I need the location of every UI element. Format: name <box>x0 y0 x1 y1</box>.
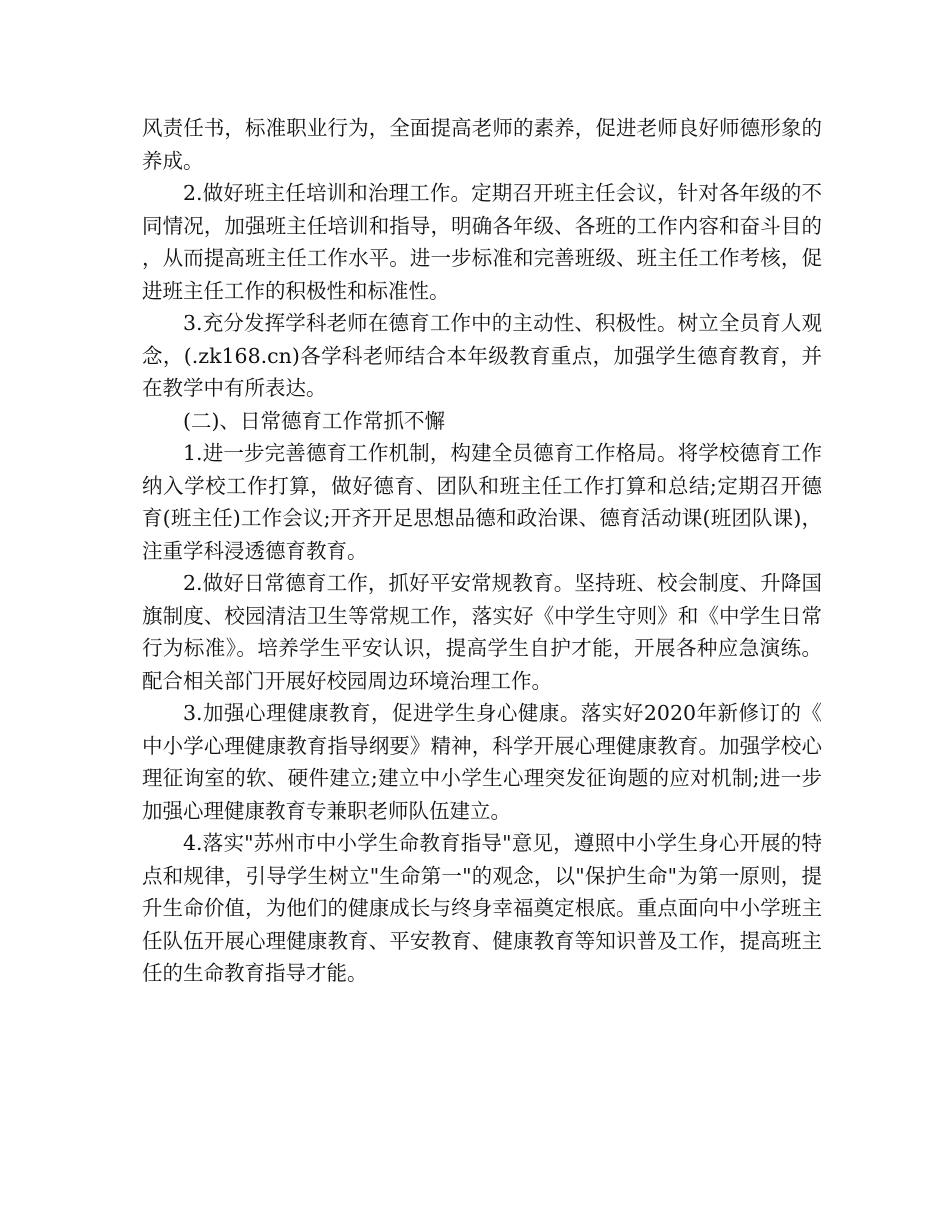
section-heading: (二)、日常德育工作常抓不懈 <box>183 408 445 433</box>
paragraph-6: 3.加强心理健康教育，促进学生身心健康。落实好2020年新修订的《中小学心理健康教育指导纲要》精神，科学开展心理健康教育。加强学校心理征询室的软、硬件建立;建立中小学生心理突发征询题的应对机制;进一步加强心理健康教育专兼职老师队伍建立。 <box>142 701 822 823</box>
paragraph-7: 4.落实"苏州市中小学生命教育指导"意见，遵照中小学生身心开展的特点和规律，引导学生树立"生命第一"的观念，以"保护生命"为第一原则，提升生命价值，为他们的健康成长与终身幸福奠定根底。重点面向中小学班主任队伍开展心理健康教育、平安教育、健康教育等知识普及工作，提高班主任的生命教育指导才能。 <box>142 831 822 985</box>
paragraph-1: 风责任书，标准职业行为，全面提高老师的素养，促进老师良好师德形象的养成。 <box>142 116 822 173</box>
document-body <box>142 112 822 990</box>
paragraph-3: 3.充分发挥学科老师在德育工作中的主动性、积极性。树立全员育人观念，(.zk168.cn)各学科老师结合本年级教育重点，加强学生德育教育，并在教学中有所表达。 <box>142 311 822 400</box>
paragraph-4: 1.进一步完善德育工作机制，构建全员德育工作格局。将学校德育工作纳入学校工作打算，做好德育、团队和班主任工作打算和总结;定期召开德育(班主任)工作会议;开齐开足思想品德和政治课、德育活动课(班团队课)，注重学科浸透德育教育。 <box>142 441 822 563</box>
paragraph-2: 2.做好班主任培训和治理工作。定期召开班主任会议，针对各年级的不同情况，加强班主任培训和指导，明确各年级、各班的工作内容和奋斗目的，从而提高班主任工作水平。进一步标准和完善班级、班主任工作考核，促进班主任工作的积极性和标准性。 <box>142 181 822 303</box>
paragraph-5: 2.做好日常德育工作，抓好平安常规教育。坚持班、校会制度、升降国旗制度、校园清洁卫生等常规工作，落实好《中学生守则》和《中学生日常行为标准》。培养学生平安认识，提高学生自护才能，开展各种应急演练。配合相关部门开展好校园周边环境治理工作。 <box>142 571 822 693</box>
